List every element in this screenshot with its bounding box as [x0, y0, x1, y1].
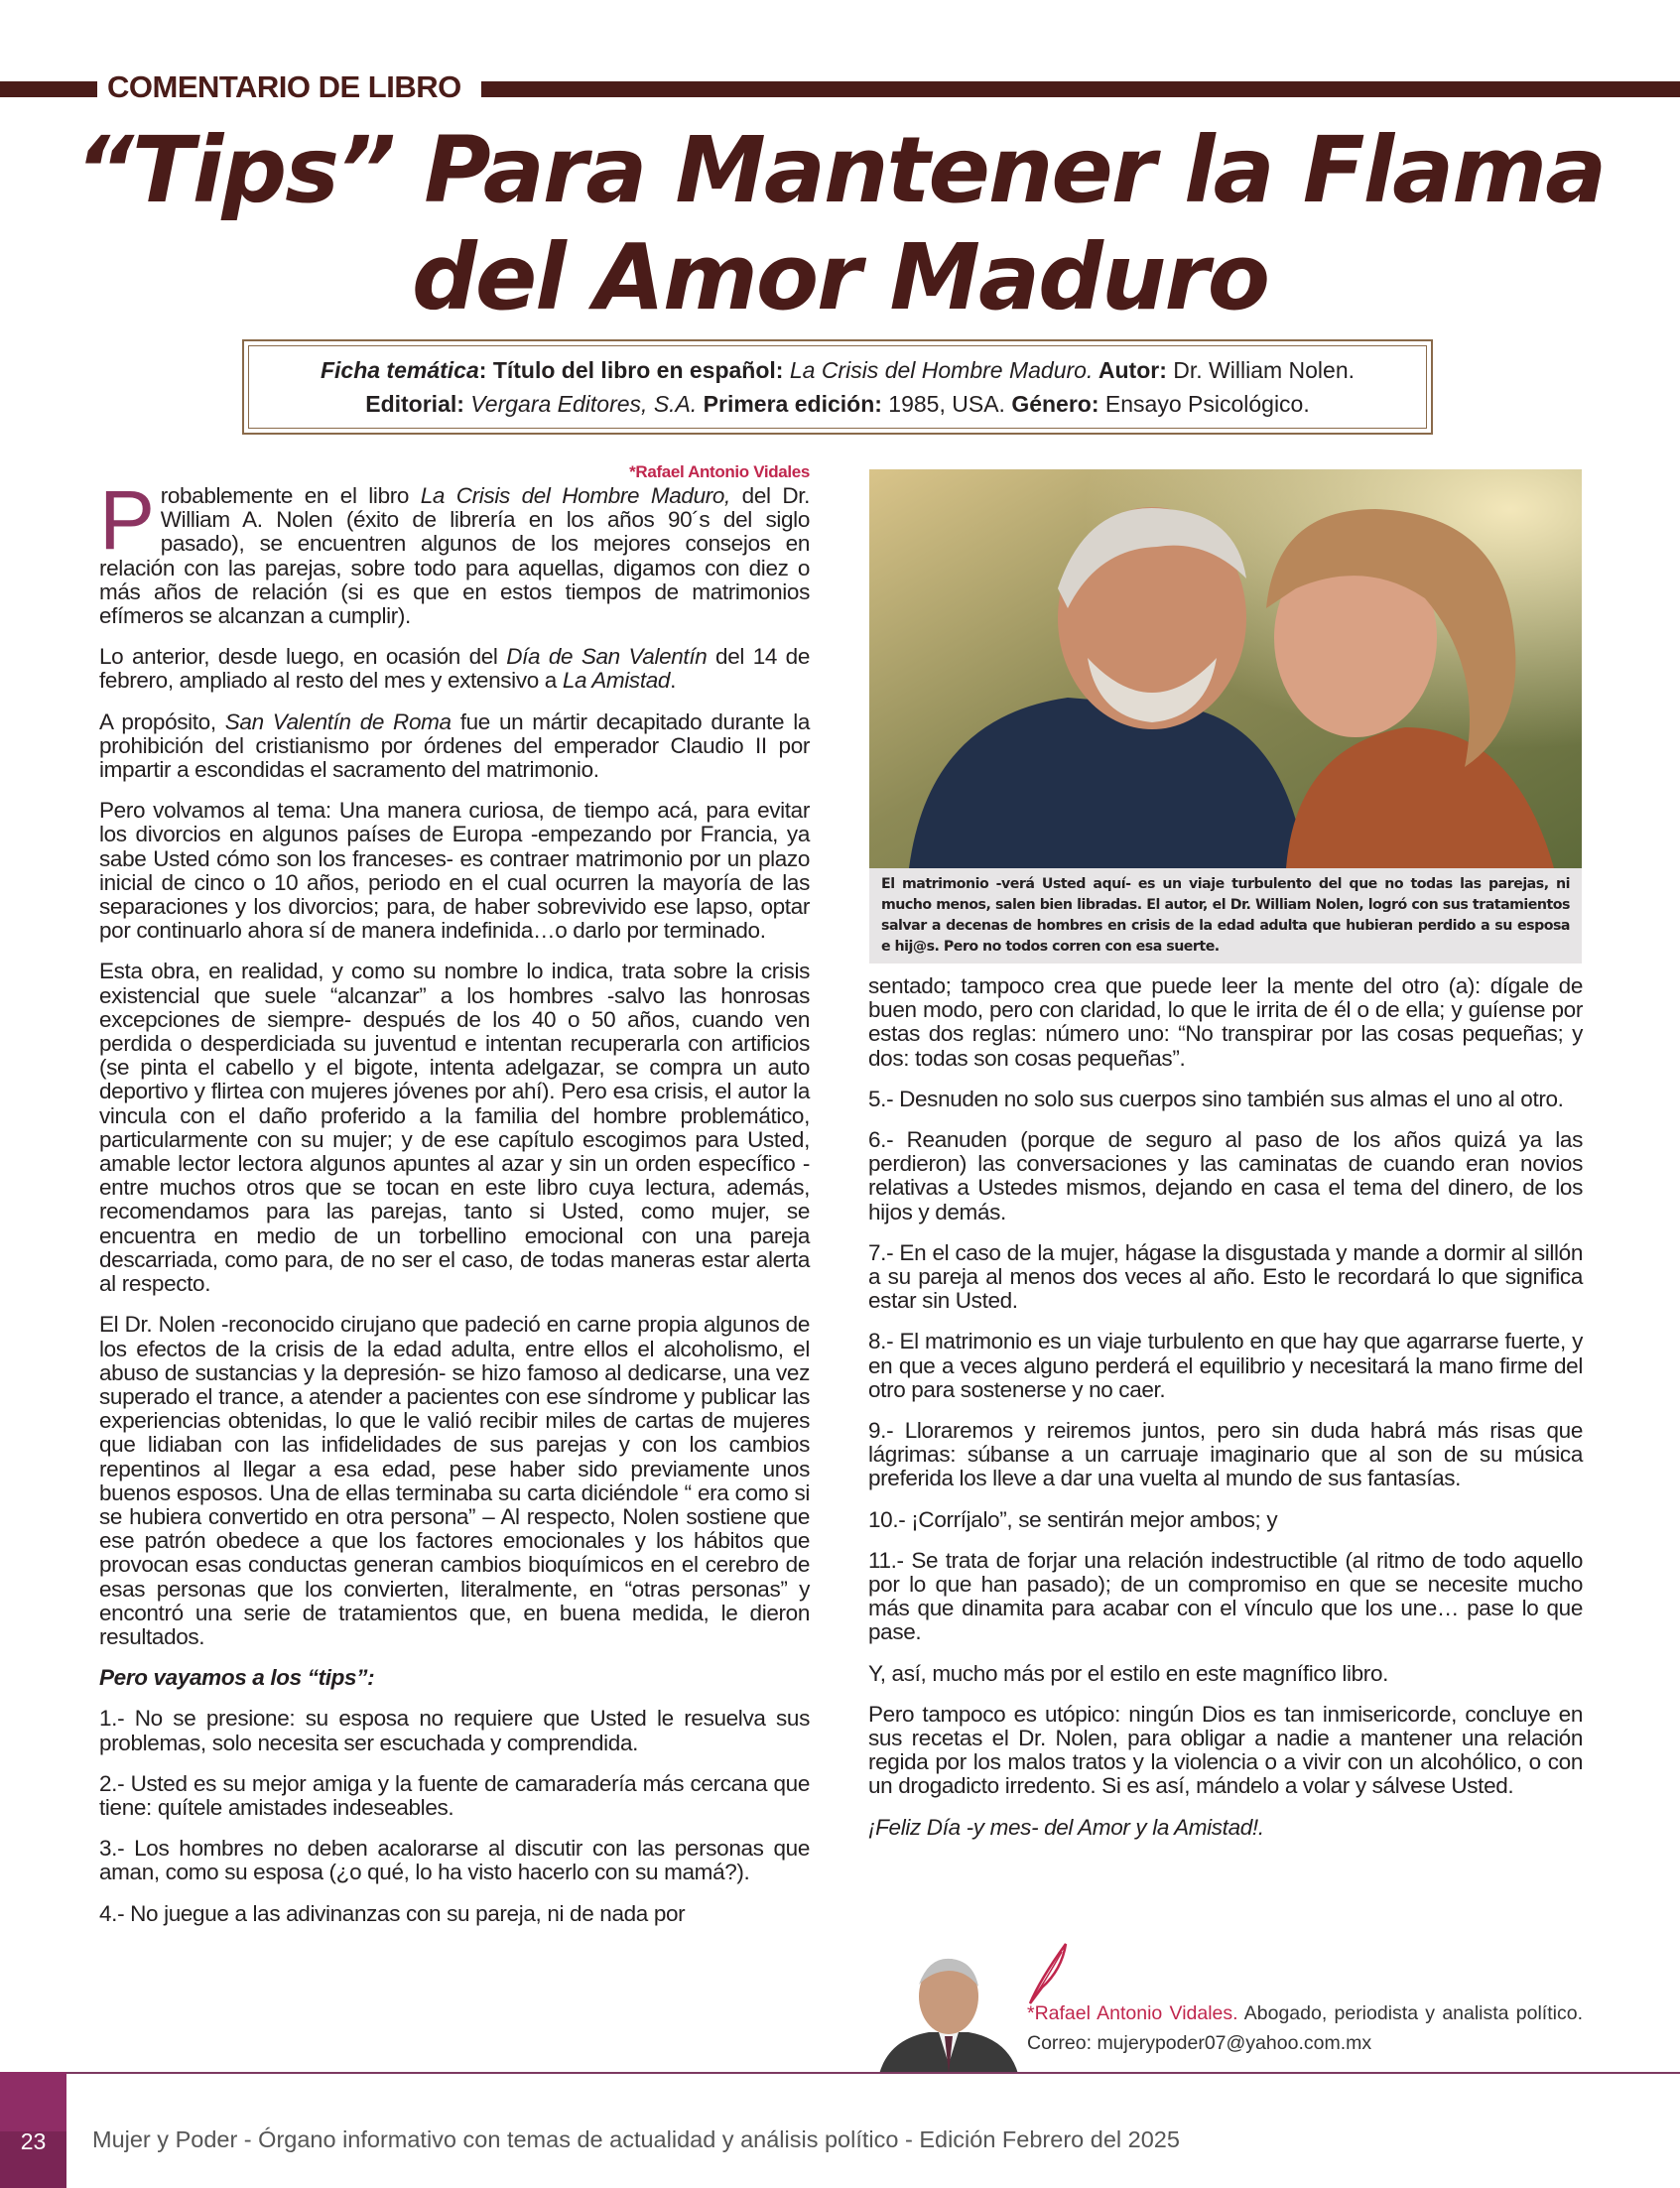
tip-3: 3.- Los hombres no deben acalorarse al discutir con las personas que aman, como su esposa (¿o qué, lo ha visto hacerlo con su mamá?). [99, 1836, 810, 1885]
genre-value: Ensayo Psicológico. [1098, 391, 1310, 417]
paragraph-2-text-a: Lo anterior, desde luego, en ocasión del [99, 644, 507, 670]
paragraph-4: Pero volvamos al tema: Una manera curiosa, de tiempo acá, para evitar los divorcios en algunos países de Europa -empezando por Francia, ya sabe Usted cómo son los franceses- es contraer matrimonio por un plazo inicial de cinco o 10 años, periodo en el cual ocurren la mayoría de las separaciones y los divorcios; para, de haber sobrevivido ese lapso, optar por continuarlo ahora sí de manera indefinida…o darlo por terminado. [99, 798, 810, 944]
couple-photo-illustration [869, 469, 1582, 868]
couple-photo [869, 469, 1582, 868]
paragraph-3-text-a: A propósito, [99, 708, 225, 734]
author-bio-text: Abogado, periodista y analista político. Correo: mujerypoder07@yahoo.com.mx [1027, 2002, 1583, 2054]
book-title: La Crisis del Hombre Maduro. [783, 357, 1094, 383]
footer-text: Mujer y Poder - Órgano informativo con temas de actualidad y análisis político - Edición Febrero del 2025 [92, 2126, 1180, 2152]
quill-icon [1022, 1940, 1072, 2007]
tip-10: 10.- ¡Corríjalo”, se sentirán mejor ambos; y [868, 1506, 1278, 1532]
tip-1: 1.- No se presione: su esposa no requiere que Usted le resuelva sus problemas, solo necesita ser escuchada y comprendida. [99, 1706, 810, 1755]
tip-4-end: sentado; tampoco crea que puede leer la mente del otro (a): dígale de buen modo, pero con claridad, lo que le irrita de él o de ella; y guíense por estas dos reglas: número uno: “No transpirar por las cosas pequeñas; y dos: todas son cosas pequeñas”. [868, 973, 1583, 1071]
section-rule-right [481, 81, 1680, 97]
book-info-line-1 [321, 353, 1355, 387]
tip-8: 8.- El matrimonio es un viaje turbulento en que hay que agarrarse fuerte, y en que a veces alguno perderá el equilibrio y necesitará la mano firme del otro para sostenerse y no caer. [868, 1329, 1583, 1402]
publisher-value: Vergara Editores, S.A. [463, 391, 698, 417]
author-portrait-illustration [869, 1945, 1028, 2074]
closing-greeting: ¡Feliz Día -y mes- del Amor y la Amistad!. [868, 1814, 1264, 1840]
publisher-label: Editorial: [365, 391, 464, 417]
photo-caption: El matrimonio -verá Usted aquí- es un viaje turbulento del que no todas las parejas, ni mucho menos, salen bien libradas. El autor, el Dr. William Nolen, logró con sus tratamientos salvar a decenas de hombres en crisis de la edad adulta que hubieran perdido a su esposa e hij@s. Pero no todos corren con esa suerte. [869, 868, 1582, 964]
tip-6: 6.- Reanuden (porque de seguro al paso de los años quizá ya las perdieron) las conversaciones y las caminatas de cuando eran novios relativas a Ustedes mismos, dejando en casa el tema del dinero, de los hijos y demás. [868, 1127, 1583, 1224]
paragraph-3 [99, 710, 810, 783]
author-portrait [869, 1945, 1028, 2074]
drop-cap: P [99, 473, 155, 567]
edition-value: 1985, USA. [881, 391, 1005, 417]
author-bio-name: *Rafael Antonio Vidales. [1027, 2002, 1238, 2024]
author-label: Autor: [1093, 357, 1167, 383]
article-title [0, 117, 1680, 331]
author-bio [1027, 1998, 1583, 2058]
genre-label: Género: [1004, 391, 1099, 417]
paragraph-2-text-c: . [670, 668, 676, 694]
tip-7: 7.- En el caso de la mujer, hágase la disgustada y mande a dormir al sillón a su pareja al menos dos veces al año. Esto le recordará lo que significa estar sin Usted. [868, 1239, 1583, 1314]
footer-rule [0, 2072, 1680, 2074]
tip-5: 5.- Desnuden no solo sus cuerpos sino también sus almas el uno al otro. [868, 1086, 1564, 1111]
tip-2: 2.- Usted es su mejor amiga y la fuente de camaradería más cercana que tiene: quítele amistades indeseables. [99, 1770, 810, 1820]
paragraph-1-book-title: La Crisis del Hombre Maduro, [420, 483, 730, 508]
book-info-box [242, 339, 1433, 435]
section-label: COMENTARIO DE LIBRO [107, 69, 461, 104]
ficha-colon: : [478, 357, 493, 383]
section-header [0, 69, 1680, 104]
book-info-inner [248, 345, 1427, 429]
section-rule-left [0, 81, 97, 97]
paragraph-2-emph-b: La Amistad [562, 668, 671, 694]
book-info-line-2 [365, 387, 1310, 421]
footer-page-block-top [0, 2072, 66, 2131]
author-value: Dr. William Nolen. [1166, 357, 1356, 383]
ficha-label: Ficha temática [320, 357, 479, 383]
tip-4-start: 4.- No juegue a las adivinanzas con su pareja, ni de nada por [99, 1900, 686, 1926]
paragraph-3-text-b: fue un mártir decapitado durante la prohibición del cristianismo por órdenes del emperador Claudio II por impartir a escondidas el sacramento del matrimonio. [99, 708, 811, 783]
paragraph-3-emph: San Valentín de Roma [224, 708, 452, 734]
closing-2: Pero tampoco es utópico: ningún Dios es tan inmisericorde, concluye en sus recetas el Dr. Nolen, para obligar a nadie a mantener una relación regida por los malos tratos y la violencia o a vivir con un alcohólico, o con un drogadicto irredento. Si es así, mándelo a volar y sálvese Usted. [868, 1701, 1583, 1799]
paragraph-2-text-b: del 14 de febrero, ampliado al resto del mes y extensivo a [99, 644, 811, 694]
article-column-right [868, 974, 1583, 1857]
page-number: 23 [20, 2128, 47, 2154]
paragraph-2 [99, 645, 810, 693]
paragraph-1 [99, 473, 811, 629]
title-label: Título del libro en español: [492, 357, 784, 383]
paragraph-6: El Dr. Nolen -reconocido cirujano que padeció en carne propia algunos de los efectos de la crisis de la edad adulta, entre ellos el alcoholismo, el abuso de sustancias y la depresión- se hizo famoso al dedicarse, una vez superado el trance, a atender a pacientes con ese síndrome y publicar las experiencias obtenidas, lo que le valió recibir miles de cartas de mujeres que lidiaban con las infidelidades de sus parejas y con los cambios repentinos al llegar a esa edad, pese haber sido previamente unos buenos esposos. Una de ellas terminaba su carta diciéndole “ era como si se hubiera convertido en otra persona” – Al respecto, Nolen sostiene que ese patrón obedece a que los factores emocionales y los hábitos que provocan esas conductas generan cambios bioquímicos en el cerebro de esas personas que los convierten, literalmente, en “otras personas” y encontró una serie de tratamientos que, en buena medida, le dieron resultados. [99, 1312, 810, 1649]
tips-heading: Pero vayamos a los “tips”: [99, 1665, 375, 1691]
paragraph-1-text-b: del Dr. William A. Nolen (éxito de librería en los años 90´s del siglo pasado), se encuentren algunos de los mejores consejos en relación con las parejas, sobre todo para aquellas, digamos con diez o más años de relación (si es que en estos tiempos de matrimonios efímeros se alcanzan a cumplir). [99, 483, 811, 629]
tip-11: 11.- Se trata de forjar una relación indestructible (al ritmo de todo aquello por lo que han pasado); de un compromiso en que se necesite mucho más que dinamita para acabar con el vínculo que los une… pase lo que pase. [868, 1547, 1583, 1645]
tip-9: 9.- Lloraremos y reiremos juntos, pero sin duda habrá más risas que lágrimas: súbanse a un carruaje imaginario que al son de su música preferida los lleve a dar una vuelta al mundo de sus fantasías. [868, 1418, 1583, 1491]
article-title-line-1: “Tips” Para Mantener la Flama [74, 117, 1606, 223]
byline: *Rafael Antonio Vidales [629, 462, 810, 481]
article-title-line-2: del Amor Maduro [411, 224, 1269, 330]
edition-label: Primera edición: [697, 391, 882, 417]
paragraph-2-emph-a: Día de San Valentín [506, 644, 708, 670]
paragraph-5: Esta obra, en realidad, y como su nombre lo indica, trata sobre la crisis existencial que suele “alcanzar” a los hombres -salvo las honrosas excepciones de siempre- después de los 40 o 50 años, cuando ven perdida o desperdiciada su juventud e intentan recuperarla con artificios (se pinta el cabello y el bigote, intenta adelgazar, se compra un auto deportivo y flirtea con mujeres jóvenes por ahí). Pero esa crisis, el autor la vincula con el daño proferido a la familia del hombre problemático, particularmente con su mujer; y de ese capítulo escogimos para Usted, amable lector lectora algunos apuntes al azar y sin un orden específico -entre muchos otros que se tocan en este libro cuya lectura, además, recomendamos para las parejas, tanto si Usted, como mujer, se encuentra en medio de un torbellino emocional con una pareja descarriada, como para, de no ser el caso, de todas maneras estar alerta al respecto. [99, 959, 810, 1297]
closing-1: Y, así, mucho más por el estilo en este magnífico libro. [868, 1660, 1389, 1686]
paragraph-1-text-a: robablemente en el libro [160, 483, 421, 508]
article-column-left [99, 462, 810, 1943]
